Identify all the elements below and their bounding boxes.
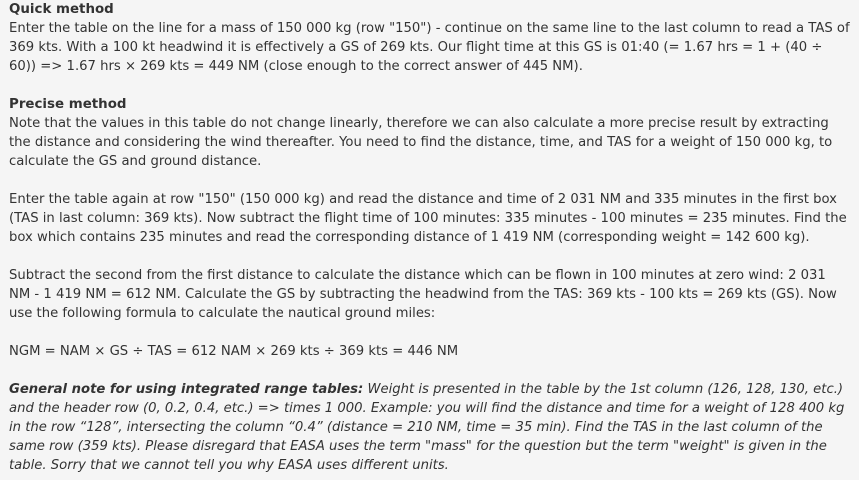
spacer [9, 323, 851, 342]
general-note-text: Weight is presented in the table by the 1st column (126, 128, 130, etc.) and the header row (0, 0.2, 0.4, etc.) => times 1 000. Example: you will find the distance and time for a weight of 128 400 kg in the row “128”, intersecting the column “0.4” (distance = 210 NM, time = 35 min). Find the TAS in the last column of the same row (359 kts). Please disregard that EASA uses the term "mass" for the question but the term "weight" is given in the table. Sorry that we cannot tell you why EASA uses different units. [9, 382, 845, 473]
spacer [9, 76, 851, 95]
spacer [9, 247, 851, 266]
quick-method-heading: Quick method [9, 2, 114, 17]
general-note [9, 380, 851, 475]
precise-method-paragraph-1: Note that the values in this table do not change linearly, therefore we can also calculate a more precise result by extracting the distance and considering the wind thereafter. You need to find the distance, time, and TAS for a weight of 150 000 kg, to calculate the GS and ground distance. [9, 116, 833, 169]
spacer [9, 361, 851, 380]
precise-method-paragraph-3: Subtract the second from the first distance to calculate the distance which can be flown in 100 minutes at zero wind: 2 031 NM - 1 419 NM = 612 NM. Calculate the GS by subtracting the headwind from the TAS: 369 kts - 100 kts = 269 kts (GS). Now use the following formula to calculate the nautical ground miles: [9, 268, 837, 321]
precise-method-paragraph-2: Enter the table again at row "150" (150 000 kg) and read the distance and time of 2 031 NM and 335 minutes in the first box (TAS in last column: 369 kts). Now subtract the flight time of 100 minutes: 335 minutes - 100 minutes = 235 minutes. Find the box which contains 235 minutes and read the corresponding distance of 1 419 NM (corresponding weight = 142 600 kg). [9, 192, 847, 245]
spacer [9, 171, 851, 190]
quick-method-text: Enter the table on the line for a mass of 150 000 kg (row "150") - continue on the same line to the last column to read a TAS of 369 kts. With a 100 kt headwind it is effectively a GS of 269 kts. Our flight time at this GS is 01:40 (= 1.67 hrs = 1 + (40 ÷ 60)) => 1.67 hrs × 269 kts = 449 NM (close enough to the correct answer of 445 NM). [9, 21, 850, 74]
ngm-formula: NGM = NAM × GS ÷ TAS = 612 NAM × 269 kts ÷ 369 kts = 446 NM [9, 344, 459, 359]
general-note-label: General note for using integrated range tables: [9, 382, 364, 397]
precise-method-heading: Precise method [9, 97, 127, 112]
